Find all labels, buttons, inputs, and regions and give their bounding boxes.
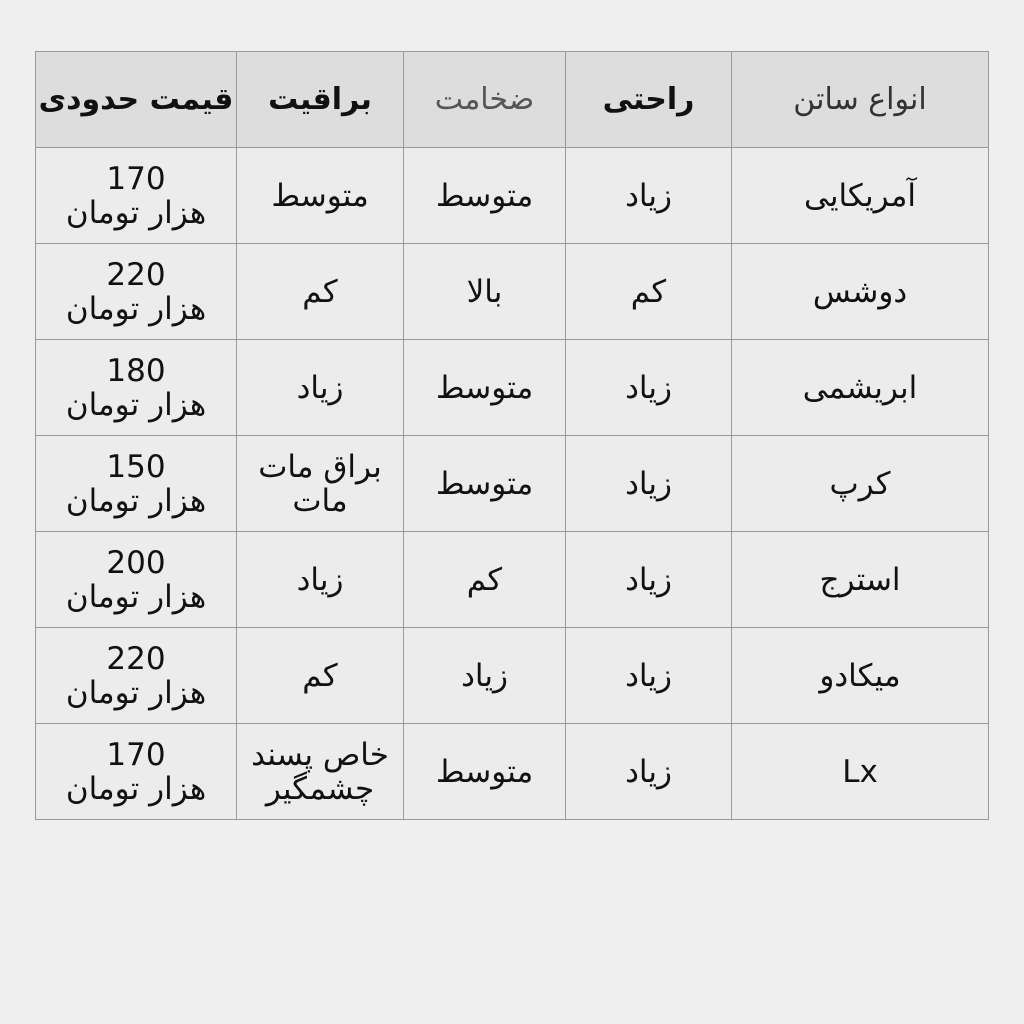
- price-unit: هزار تومان: [65, 482, 207, 519]
- price-number: 180: [106, 352, 166, 389]
- cell-comfort: زیاد: [566, 628, 732, 724]
- price-number: 170: [106, 160, 166, 197]
- cell-comfort: زیاد: [566, 724, 732, 820]
- price-number: 170: [106, 736, 166, 773]
- cell-thickness: متوسط: [404, 148, 566, 244]
- price-number: 220: [106, 256, 166, 293]
- cell-thickness: متوسط: [404, 436, 566, 532]
- table-row: [36, 724, 989, 820]
- price-unit: هزار تومان: [65, 194, 207, 231]
- cell-shine: [237, 724, 404, 820]
- header-type: انواع ساتن: [732, 52, 989, 148]
- table-row: [36, 532, 989, 628]
- cell-type: میکادو: [732, 628, 989, 724]
- cell-thickness: متوسط: [404, 340, 566, 436]
- table-row: [36, 148, 989, 244]
- cell-type: استرج: [732, 532, 989, 628]
- cell-price: [36, 340, 237, 436]
- shine-line-2: مات: [292, 482, 348, 519]
- cell-price: [36, 148, 237, 244]
- cell-type: Lx: [732, 724, 989, 820]
- cell-thickness: بالا: [404, 244, 566, 340]
- shine-line-1: خاص پسند: [251, 736, 389, 773]
- header-thickness: ضخامت: [404, 52, 566, 148]
- header-comfort: راحتی: [566, 52, 732, 148]
- cell-shine: متوسط: [237, 148, 404, 244]
- price-unit: هزار تومان: [65, 386, 207, 423]
- table-header-row: [36, 52, 989, 148]
- cell-comfort: زیاد: [566, 532, 732, 628]
- cell-price: [36, 628, 237, 724]
- header-shine: براقیت: [237, 52, 404, 148]
- cell-comfort: کم: [566, 244, 732, 340]
- price-number: 200: [106, 544, 166, 581]
- cell-comfort: زیاد: [566, 148, 732, 244]
- cell-type: آمریکایی: [732, 148, 989, 244]
- price-unit: هزار تومان: [65, 578, 207, 615]
- price-unit: هزار تومان: [65, 290, 207, 327]
- cell-shine: زیاد: [237, 532, 404, 628]
- price-number: 150: [106, 448, 166, 485]
- header-price: قیمت حدودی: [36, 52, 237, 148]
- cell-price: [36, 532, 237, 628]
- price-unit: هزار تومان: [65, 674, 207, 711]
- satin-types-table: [35, 51, 989, 820]
- price-unit: هزار تومان: [65, 770, 207, 807]
- cell-comfort: زیاد: [566, 340, 732, 436]
- cell-type: کرپ: [732, 436, 989, 532]
- table-row: [36, 340, 989, 436]
- satin-table-container: [35, 51, 988, 820]
- cell-price: [36, 244, 237, 340]
- cell-shine: کم: [237, 244, 404, 340]
- cell-type: دوشس: [732, 244, 989, 340]
- table-row: [36, 244, 989, 340]
- cell-shine: زیاد: [237, 340, 404, 436]
- cell-price: [36, 724, 237, 820]
- table-row: [36, 628, 989, 724]
- cell-price: [36, 436, 237, 532]
- cell-shine: کم: [237, 628, 404, 724]
- shine-line-1: براق مات: [258, 448, 382, 485]
- cell-shine: [237, 436, 404, 532]
- shine-line-2: چشمگیر: [265, 770, 375, 807]
- cell-thickness: متوسط: [404, 724, 566, 820]
- cell-type: ابریشمی: [732, 340, 989, 436]
- cell-thickness: زیاد: [404, 628, 566, 724]
- cell-comfort: زیاد: [566, 436, 732, 532]
- table-row: [36, 436, 989, 532]
- cell-thickness: کم: [404, 532, 566, 628]
- price-number: 220: [106, 640, 166, 677]
